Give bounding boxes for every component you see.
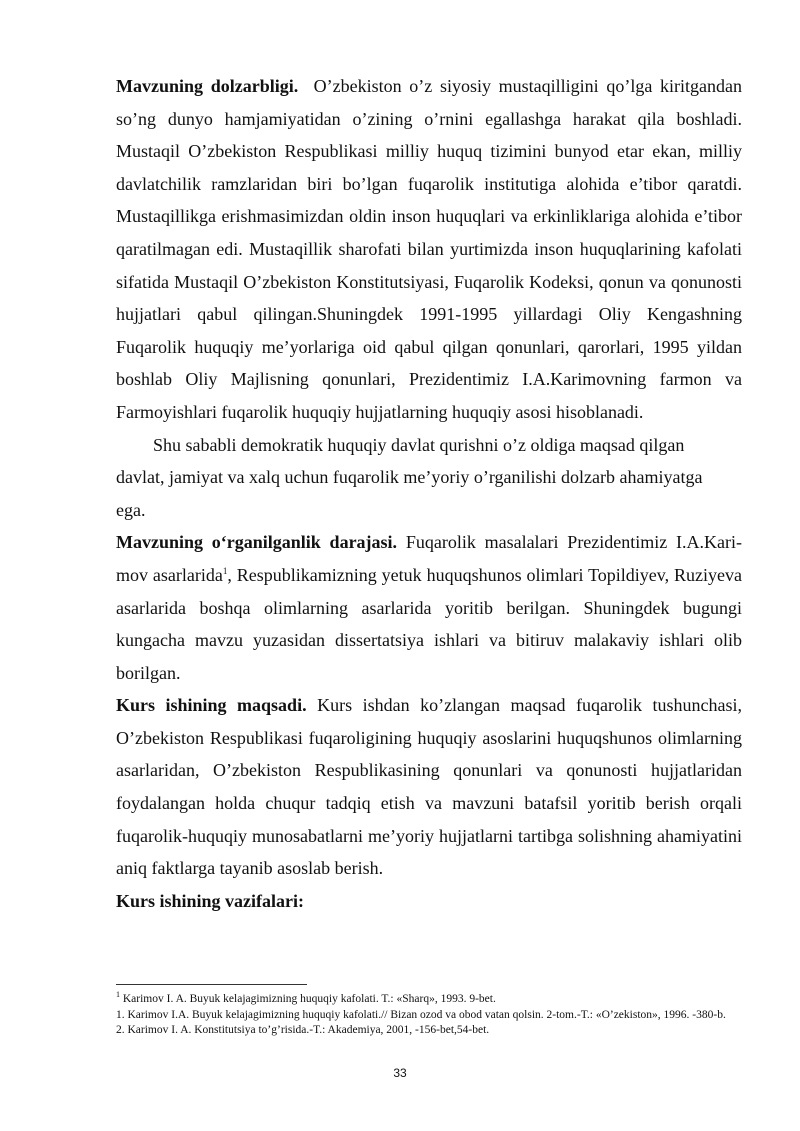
heading-tasks: Kurs ishining vazifalari: [116,890,305,911]
document-body [116,70,742,917]
paragraph-purpose-text: Kurs ishdan ko’zlangan maqsad fuqarolik tushunchasi, O’zbekiston Respublikasi fuqaroligining huquqiy asoslarini huquqshunos olimlarning asarlaridan, O’zbekiston Respublikasining qonunlari va qonunosti hujjatlaridan foydalangan holda chuqur tadqiq etish va mavzuni batafsil yoritib berish orqali fuqarolik-huquqiy munosabatlarni me’yoriy hujjatlarni tartibga solishning ahamiyatini aniq faktlarga tayanib asoslab berish. [116,695,742,879]
footnotes [116,984,742,1039]
paragraph-purpose [116,689,742,885]
paragraph-relevance [116,70,742,429]
heading-study-level: Mavzuning o‘rganilganlik darajasi. [116,532,398,553]
footnote-1-text: Karimov I. A. Buyuk kelajagimizning huquqiy kafolati. T.: «Sharq», 1993. 9-bet. [122,993,496,1005]
paragraph-study-level [116,526,742,689]
footnote-separator [116,984,307,985]
heading-purpose: Kurs ishining maqsadi. [116,695,307,716]
paragraph-relevance-text: O’zbekiston o’z siyosiy mustaqilligini qo’lga kiritgandan so’ng dunyo hamjamiyatidan o’zining o’rnini egallashga harakat qila boshladi. Mustaqil O’zbekiston Respublikasi milliy huquq tizimini bunyod etar ekan, milliy davlatchilik ramzlaridan biri bo’lgan fuqarolik institutiga alohida e’tibor qaratdi. Mustaqillikga erishmasimizdan oldin inson huquqlari va erkinliklariga alohida e’tibor qaratilmagan edi. Mustaqillik sharofati bilan yurtimizda inson huquqlarining kafolati sifatida Mustaqil O’zbekiston Konstitutsiyasi, Fuqarolik Kodeksi, qonun va qonunosti hujjatlari qabul qilingan.Shuningdek 1991-1995 yillardagi Oliy Kengashning Fuqarolik huquqiy me’yorlariga oid qabul qilgan qonunlari, qarorlari, 1995 yildan boshlab Oliy Majlisning qonunlari, Prezidentimiz I.A.Karimovning farmon va Farmoyishlari fuqarolik huquqiy hujjatlarning huquqiy asosi hisoblanadi. [116,76,743,422]
page-number: 33 [393,1066,407,1080]
footnote-1 [116,992,742,1008]
paragraph-study-level-text-after: , Respublikamizning yetuk huquqshunos olimlari Topildiyev, Ruziyeva asarlarida boshqa olimlarning asarlarida yoritib berilgan. Shuningdek bugungi kungacha mavzu yuzasidan dissertatsiya ishlari va bitiruv malakaviy ishlari olib borilgan. [116,564,743,683]
paragraph-tasks [116,885,742,918]
paragraph-conclusion-text: Shu sababli demokratik huquqiy davlat qurishni o’z oldiga maqsad qilgan davlat, jamiyat va xalq uchun fuqarolik me’yoriy o’rganilishi dolzarb ahamiyatga ega. [116,434,703,520]
footnote-2: 1. Karimov I.A. Buyuk kelajagimizning huquqiy kafolati.// Bizan ozod va obod vatan qolsin. 2-tom.-T.: «O’zekiston», 1996. -380-b. [116,1008,726,1021]
paragraph-study-level-text-before: Fuqarolik masalalari Prezidentimiz I.A.Kari-mov asarlarida [116,532,743,585]
heading-relevance: Mavzuning dolzarbligi. [116,76,299,96]
footnote-reference[interactable]: 1 [222,565,228,576]
footnote-1-marker: 1 [116,990,120,1000]
footnote-3: 2. Karimov I. A. Konstitutsiya to’g’risida.-T.: Akademiya, 2001, -156-bet,54-bet. [116,1024,490,1036]
paragraph-conclusion [116,429,742,527]
